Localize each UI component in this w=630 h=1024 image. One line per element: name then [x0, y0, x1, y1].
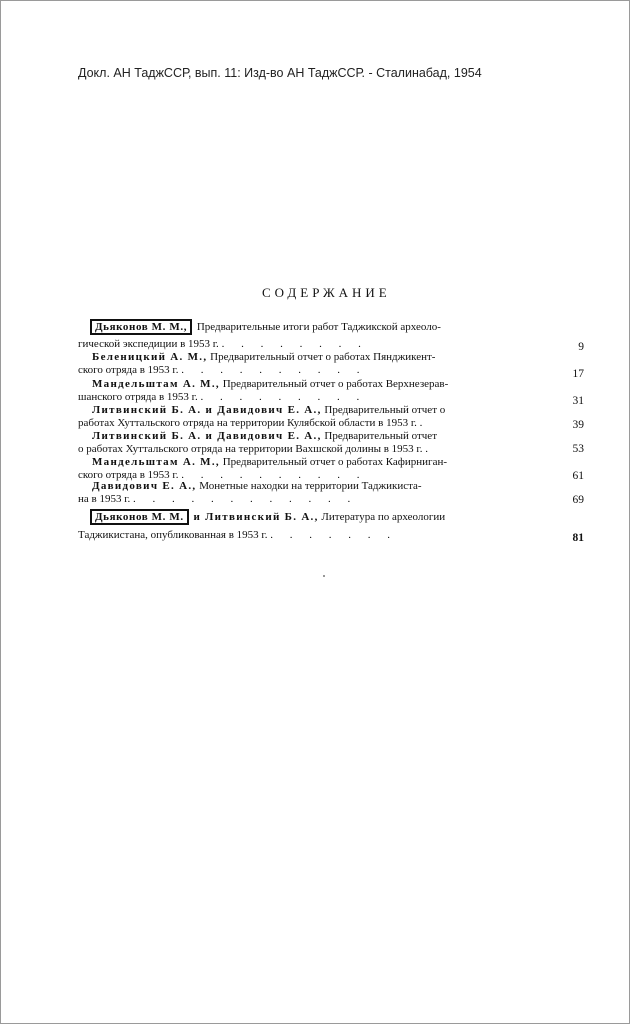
scan-speck — [323, 575, 325, 577]
toc-entry-title-line2: ского отряда в 1953 г. — [78, 469, 179, 481]
toc-entry-title-line1: Предварительный отчет о работах Пянджикент- — [210, 351, 436, 363]
toc-entry-title-line2: работах Хуттальского отряда на территории Кулябской области в 1953 г. — [78, 417, 417, 429]
toc-entry-title-line1: Предварительные итоги работ Таджикской археоло- — [196, 321, 441, 333]
toc-entry-dots: . . . . . . . . — [221, 338, 368, 350]
toc-title: СОДЕРЖАНИЕ — [262, 285, 391, 300]
toc-entry-dots: . . . . . . . . . . — [181, 364, 367, 376]
toc-entry-author: Литвинский Б. А. и Давидович Е. А., — [92, 430, 322, 442]
toc-entry-page-number: 9 — [578, 341, 584, 353]
toc-entry-title-line2: Таджикистана, опубликованная в 1953 г. — [78, 529, 268, 541]
toc-entry-dots: . — [419, 417, 430, 429]
toc-entry-title-line1: Предварительный отчет — [324, 430, 437, 442]
toc-entry-author: Давидович Е. А., — [92, 480, 197, 492]
toc-entry-title-line1: Предварительный отчет о — [324, 404, 446, 416]
toc-entry-title-line2: ского отряда в 1953 г. — [78, 364, 179, 376]
toc-entry-page-number: 53 — [572, 443, 584, 455]
toc-entry-page-number: 17 — [572, 368, 584, 380]
toc-entry-title-line1: Предварительный отчет о работах Кафирниган- — [222, 456, 448, 468]
toc-entry-page-number: 69 — [572, 494, 584, 506]
toc-entry-author: Литвинский Б. А. и Давидович Е. А., — [92, 404, 322, 416]
toc-entry-title-line2: гической экспедиции в 1953 г. — [78, 338, 219, 350]
toc-entry-dots: . . . . . . . . . — [200, 391, 367, 403]
toc-entry-dots: . . . . . . . — [270, 529, 397, 541]
toc-entry-author: Беленицкий А. М., — [92, 351, 208, 363]
toc-entry-title-line2: шанского отряда в 1953 г. — [78, 391, 198, 403]
toc-entry-author: Мандельштам А. М., — [92, 456, 220, 468]
toc-entry-dots: . . . . . . . . . . — [181, 469, 367, 481]
toc-entry-page-number: 31 — [572, 395, 584, 407]
toc-entry-dots: . . . . . . . . . . . . — [132, 493, 358, 505]
toc-entry-page-number: 39 — [572, 419, 584, 431]
toc-entry-title-line1: Литература по археологии — [321, 511, 446, 523]
toc-entry-coauthor: и Литвинский Б. А., — [193, 511, 319, 523]
toc-entry-page-number: 61 — [572, 470, 584, 482]
toc-entry-title-line2: на в 1953 г. — [78, 493, 131, 505]
toc-entry-dots: . — [425, 443, 435, 455]
toc-entry-title-line1: Монетные находки на территории Таджикиста- — [199, 480, 422, 492]
toc-entry-author: Мандельштам А. М., — [92, 378, 220, 390]
toc-entry-page-number: 81 — [572, 532, 584, 544]
citation-header: Докл. АН ТаджССР, вып. 11: Изд-во АН ТаджССР. - Сталинабад, 1954 — [78, 66, 482, 80]
toc-entry-title-line1: Предварительный отчет о работах Верхнезерав- — [222, 378, 449, 390]
toc-entry-author: Дьяконов М. М. — [90, 509, 189, 525]
toc-entry-author: Дьяконов М. М., — [90, 319, 192, 335]
toc-entry-title-line2: о работах Хуттальского отряда на территории Вахшской долины в 1953 г. — [78, 443, 423, 455]
